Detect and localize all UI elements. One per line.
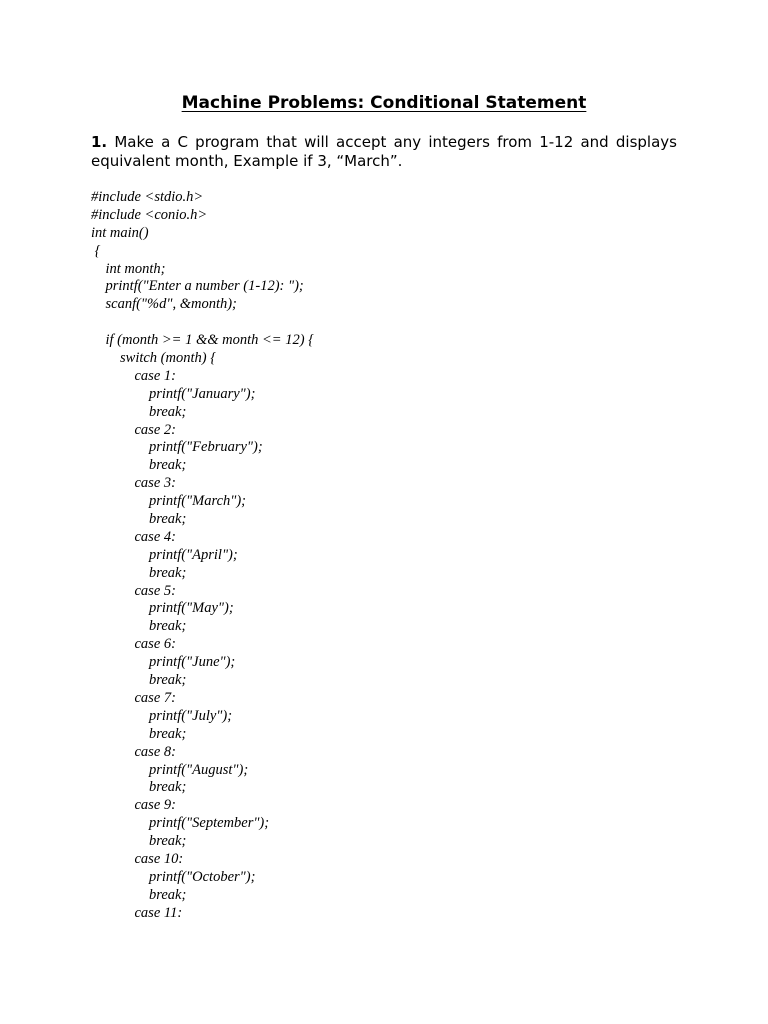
code-line: break; bbox=[91, 457, 187, 474]
code-line: printf("September"); bbox=[91, 815, 270, 832]
code-line: case 4: bbox=[91, 528, 176, 545]
code-line: printf("October"); bbox=[91, 868, 256, 885]
code-line: break; bbox=[91, 725, 187, 742]
code-line: break; bbox=[91, 618, 187, 635]
code-line: switch (month) { bbox=[91, 350, 217, 367]
code-line: case 7: bbox=[91, 689, 176, 706]
page-title: Machine Problems: Conditional Statement bbox=[181, 93, 587, 113]
code-line: case 1: bbox=[91, 367, 176, 384]
code-line: case 6: bbox=[91, 636, 176, 653]
code-line: { bbox=[91, 242, 101, 259]
code-line: case 11: bbox=[91, 904, 183, 921]
problem-text: Make a C program that will accept any integers from 1-12 and displays equivalent month, Example if 3, “March”. bbox=[91, 133, 677, 170]
code-line: int main() bbox=[91, 224, 149, 241]
code-line: case 9: bbox=[91, 797, 176, 814]
code-line: case 3: bbox=[91, 475, 176, 492]
code-line: break; bbox=[91, 564, 187, 581]
problem-statement bbox=[91, 133, 677, 171]
code-line: case 2: bbox=[91, 421, 176, 438]
code-line: printf("March"); bbox=[91, 493, 247, 510]
code-line: #include <stdio.h> bbox=[91, 189, 204, 205]
code-line: break; bbox=[91, 511, 187, 528]
code-line: scanf("%d", &month); bbox=[91, 296, 237, 313]
code-line: printf("January"); bbox=[91, 385, 256, 402]
code-line: int month; bbox=[91, 260, 166, 277]
code-line: break; bbox=[91, 403, 187, 420]
code-line: printf("July"); bbox=[91, 707, 233, 724]
code-line: break; bbox=[91, 833, 187, 850]
code-line: printf("June"); bbox=[91, 654, 236, 671]
code-line: printf("April"); bbox=[91, 546, 238, 563]
code-line bbox=[91, 314, 691, 332]
code-line: break; bbox=[91, 779, 187, 796]
code-line: break; bbox=[91, 672, 187, 689]
problem-number: 1. bbox=[91, 133, 108, 151]
code-line: case 10: bbox=[91, 850, 184, 867]
code-line: printf("August"); bbox=[91, 761, 249, 778]
code-line: break; bbox=[91, 886, 187, 903]
code-block bbox=[91, 189, 691, 923]
code-line: #include <conio.h> bbox=[91, 206, 208, 223]
code-line: printf("May"); bbox=[91, 600, 234, 617]
code-line: printf("Enter a number (1-12): "); bbox=[91, 278, 304, 295]
code-line: case 5: bbox=[91, 582, 176, 599]
code-line: if (month >= 1 && month <= 12) { bbox=[91, 332, 314, 349]
code-line: printf("February"); bbox=[91, 439, 263, 456]
code-line: case 8: bbox=[91, 743, 176, 760]
